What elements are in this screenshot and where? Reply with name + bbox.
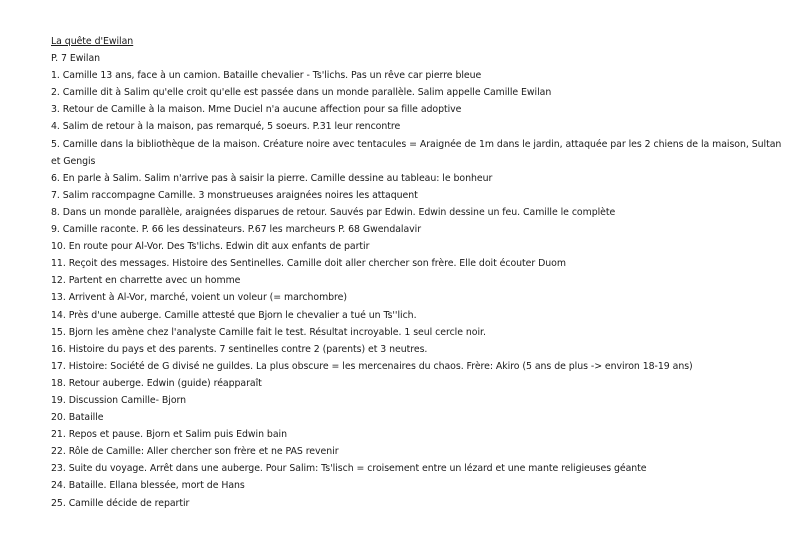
list-item: 22. Rôle de Camille: Aller chercher son frère et ne PAS revenir	[51, 446, 339, 458]
list-item: 6. En parle à Salim. Salim n'arrive pas à saisir la pierre. Camille dessine au tableau: le bonheur	[51, 172, 493, 184]
list-item: 9. Camille raconte. P. 66 les dessinateurs. P.67 les marcheurs P. 68 Gwendalavir	[51, 224, 422, 236]
list-item: 4. Salim de retour à la maison, pas remarqué, 5 soeurs. P.31 leur rencontre	[51, 121, 401, 133]
list-item: 8. Dans un monde parallèle, araignées disparues de retour. Sauvés par Edwin. Edwin dessine un feu. Camille le complète	[51, 206, 616, 218]
document-title: La quête d'Ewilan	[51, 36, 134, 47]
list-item: 14. Près d'une auberge. Camille attesté que Bjorn le chevalier a tué un Ts''lich.	[51, 309, 417, 321]
list-item: 7. Salim raccompagne Camille. 3 monstrueuses araignées noires les attaquent	[51, 189, 418, 201]
list-item: 16. Histoire du pays et des parents. 7 sentinelles contre 2 (parents) et 3 neutres.	[51, 343, 428, 355]
list-item: 12. Partent en charrette avec un homme	[51, 275, 241, 287]
list-item: 10. En route pour Al-Vor. Des Ts'lichs. Edwin dit aux enfants de partir	[51, 241, 370, 253]
list-item: 5. Camille dans la bibliothèque de la maison. Créature noire avec tentacules = Araignée de 1m dans le jardin, attaquée par les 2 chiens de la maison, Sultan et Gengis	[51, 138, 782, 167]
list-item: 11. Reçoit des messages. Histoire des Sentinelles. Camille doit aller chercher son frère. Elle doit écouter Duom	[51, 258, 566, 270]
list-item: 2. Camille dit à Salim qu'elle croit qu'elle est passée dans un monde parallèle. Salim appelle Camille Ewilan	[51, 87, 552, 99]
list-item: 25. Camille décide de repartir	[51, 497, 190, 509]
list-item: 13. Arrivent à Al-Vor, marché, voient un voleur (= marchombre)	[51, 292, 347, 304]
list-item: 20. Bataille	[51, 412, 104, 424]
list-item: 24. Bataille. Ellana blessée, mort de Hans	[51, 480, 245, 492]
list-item: 21. Repos et pause. Bjorn et Salim puis Edwin bain	[51, 429, 287, 441]
list-item: 19. Discussion Camille- Bjorn	[51, 394, 187, 406]
list-item: 15. Bjorn les amène chez l'analyste Camille fait le test. Résultat incroyable. 1 seul cercle noir.	[51, 326, 486, 338]
list-item: 18. Retour auberge. Edwin (guide) réapparaît	[51, 377, 262, 389]
page-reference: P. 7 Ewilan	[51, 53, 101, 65]
list-item: 17. Histoire: Société de G divisé ne guildes. La plus obscure = les mercenaires du chaos. Frère: Akiro (5 ans de plus -> environ 18-19 ans)	[51, 360, 693, 372]
list-item: 1. Camille 13 ans, face à un camion. Bataille chevalier - Ts'lichs. Pas un rêve car pierre bleue	[51, 70, 482, 82]
list-item: 3. Retour de Camille à la maison. Mme Duciel n'a aucune affection pour sa fille adoptive	[51, 104, 462, 116]
list-item: 23. Suite du voyage. Arrêt dans une auberge. Pour Salim: Ts'lisch = croisement entre un lézard et une mante religieuses géante	[51, 463, 647, 475]
document-body	[51, 33, 786, 512]
